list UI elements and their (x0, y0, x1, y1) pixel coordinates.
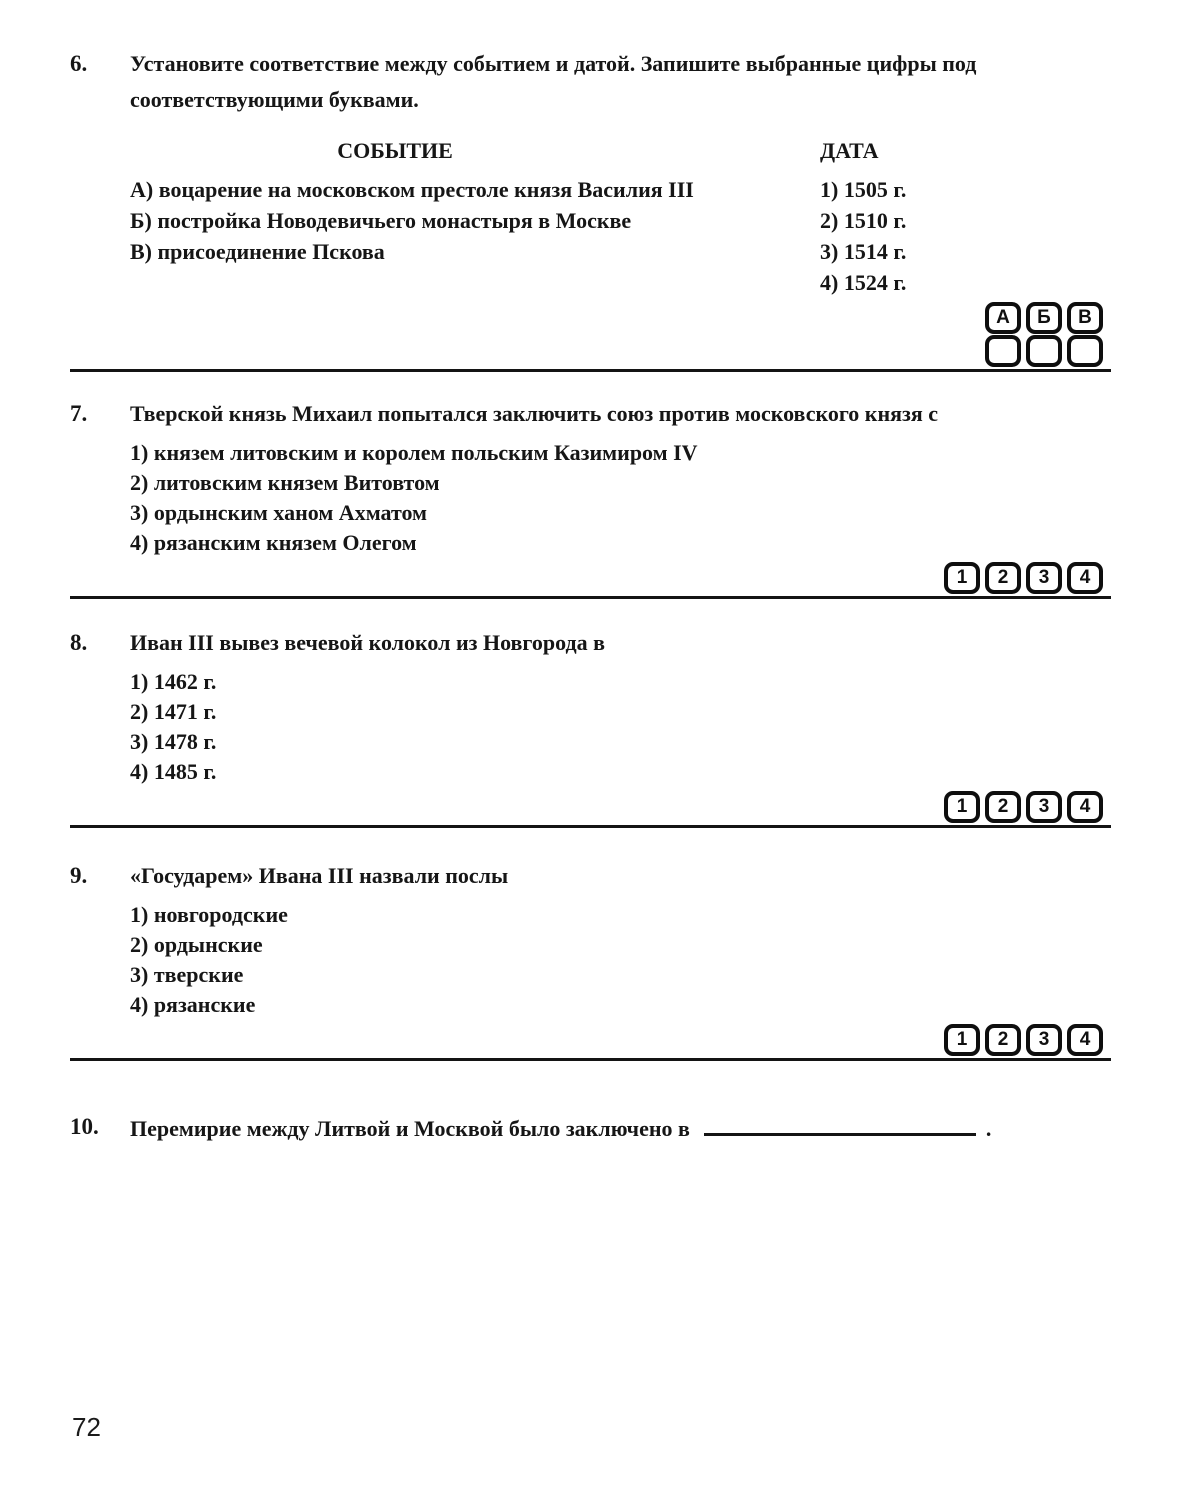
question-7-text: Тверской князь Михаил попытался заключить союз против московского князя с (130, 401, 939, 426)
date-column-header: ДАТА (820, 138, 879, 163)
question-7-answer-boxes (70, 562, 1111, 594)
answer-box-4[interactable]: 4 (1067, 791, 1103, 823)
answer-box-3[interactable]: 3 (1026, 1024, 1062, 1056)
question-7-number: 7. (70, 401, 88, 426)
question-8-number: 8. (70, 630, 88, 655)
match-row (130, 205, 1111, 236)
question-8-text: Иван III вывез вечевой колокол из Новгорода в (130, 630, 605, 655)
answer-box-2[interactable]: 2 (985, 1024, 1021, 1056)
answer-column-a (985, 302, 1021, 367)
separator (70, 1058, 1111, 1061)
answer-letter-a: А (985, 302, 1021, 334)
answer-letter-b: Б (1026, 302, 1062, 334)
question-10-number: 10. (70, 1114, 99, 1139)
answer-column-b (1026, 302, 1062, 367)
option-2: 2) ордынские (130, 932, 263, 957)
match-row (130, 236, 1111, 267)
separator (70, 596, 1111, 599)
event-column-header: СОБЫТИЕ (337, 138, 453, 163)
question-8 (70, 625, 1111, 828)
date-item-3: 3) 1514 г. (820, 239, 907, 264)
question-9-number: 9. (70, 863, 88, 888)
question-9 (70, 858, 1111, 1061)
match-row (130, 267, 1111, 298)
date-item-1: 1) 1505 г. (820, 177, 907, 202)
question-9-text: «Государем» Ивана III назвали послы (130, 863, 509, 888)
question-6-answer-grid (70, 302, 1111, 367)
option-3: 3) 1478 г. (130, 729, 217, 754)
date-item-4: 4) 1524 г. (820, 270, 907, 295)
answer-box-1[interactable]: 1 (944, 562, 980, 594)
question-7 (70, 396, 1111, 599)
answer-cell-b[interactable] (1026, 335, 1062, 367)
option-4: 4) рязанским князем Олегом (130, 530, 417, 555)
option-3: 3) ордынским ханом Ахматом (130, 500, 428, 525)
answer-box-2[interactable]: 2 (985, 562, 1021, 594)
answer-box-3[interactable]: 3 (1026, 791, 1062, 823)
answer-box-1[interactable]: 1 (944, 791, 980, 823)
option-1: 1) князем литовским и королем польским Казимиром IV (130, 440, 698, 465)
option-2: 2) литовским князем Витовтом (130, 470, 440, 495)
event-item-v: В) присоединение Пскова (130, 239, 385, 264)
page-number: 72 (72, 1412, 101, 1442)
answer-box-2[interactable]: 2 (985, 791, 1021, 823)
event-item-empty (130, 267, 820, 298)
match-row (130, 174, 1111, 205)
option-1: 1) 1462 г. (130, 669, 217, 694)
answer-box-4[interactable]: 4 (1067, 1024, 1103, 1056)
match-column-headers (130, 138, 1111, 164)
answer-cell-a[interactable] (985, 335, 1021, 367)
question-6-text: Установите соответствие между событием и датой. Запишите выбранные цифры под соответствующими буквами. (130, 51, 977, 112)
sentence-period: . (985, 1116, 992, 1141)
question-10-text: Перемирие между Литвой и Москвой было заключено в (130, 1116, 690, 1141)
match-table (130, 174, 1111, 298)
answer-box-3[interactable]: 3 (1026, 562, 1062, 594)
option-4: 4) рязанские (130, 992, 256, 1017)
option-3: 3) тверские (130, 962, 244, 987)
answer-box-1[interactable]: 1 (944, 1024, 980, 1056)
option-4: 4) 1485 г. (130, 759, 217, 784)
question-10 (70, 1109, 1111, 1147)
question-8-options (130, 667, 1111, 787)
event-item-b: Б) постройка Новодевичьего монастыря в Москве (130, 208, 632, 233)
question-9-options (130, 900, 1111, 1020)
question-6 (70, 46, 1111, 372)
answer-cell-v[interactable] (1067, 335, 1103, 367)
date-item-2: 2) 1510 г. (820, 208, 907, 233)
event-item-a: А) воцарение на московском престоле князя Василия III (130, 177, 694, 202)
question-9-answer-boxes (70, 1024, 1111, 1056)
option-1: 1) новгородские (130, 902, 288, 927)
separator (70, 369, 1111, 372)
answer-column-v (1067, 302, 1103, 367)
question-7-options (130, 438, 1111, 558)
answer-letter-v: В (1067, 302, 1103, 334)
fill-in-blank-line[interactable] (704, 1109, 976, 1136)
question-8-answer-boxes (70, 791, 1111, 823)
separator (70, 825, 1111, 828)
option-2: 2) 1471 г. (130, 699, 217, 724)
answer-box-4[interactable]: 4 (1067, 562, 1103, 594)
question-6-number: 6. (70, 51, 88, 76)
